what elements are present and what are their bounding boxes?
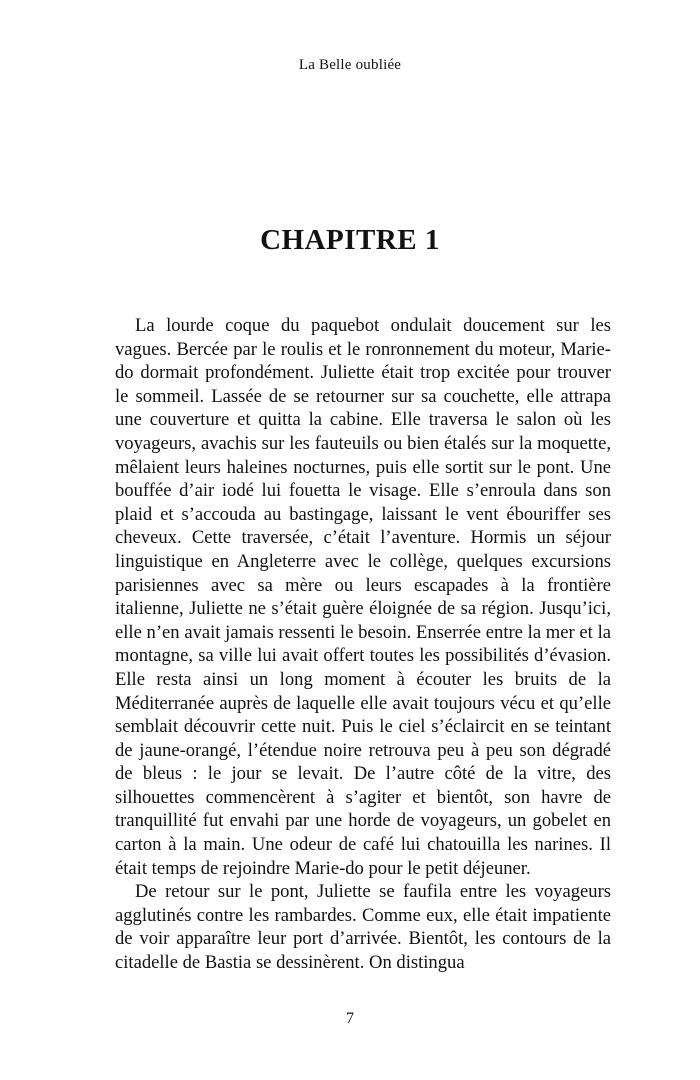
- paragraph: La lourde coque du paquebot ondulait doucement sur les vagues. Bercée par le roulis et le ronronnement du moteur, Marie-do dormait profondément. Juliette était trop excitée pour trouver le sommeil. Lassée de se retourner sur sa couchette, elle attrapa une couverture et quitta la cabine. Elle traversa le salon où les voyageurs, avachis sur les fauteuils ou bien étalés sur la moquette, mêlaient leurs haleines nocturnes, puis elle sortit sur le pont. Une bouffée d’air iodé lui fouetta le visage. Elle s’enroula dans son plaid et s’accouda au bastingage, laissant le vent ébouriffer ses cheveux. Cette traversée, c’était l’aventure. Hormis un séjour linguistique en Angleterre avec le collège, quelques excursions parisiennes avec sa mère ou leurs escapades à la frontière italienne, Juliette ne s’était guère éloignée de sa région. Jusqu’ici, elle n’en avait jamais ressenti le besoin. Enserrée entre la mer et la montagne, sa ville lui avait offert toutes les possibilités d’évasion. Elle resta ainsi un long moment à écouter les bruits de la Méditerranée auprès de laquelle elle avait toujours vécu et qu’elle semblait découvrir cette nuit. Puis le ciel s’éclaircit en se teintant de jaune-orangé, l’étendue noire retrouva peu à peu son dégradé de bleus : le jour se levait. De l’autre côté de la vitre, des silhouettes commencèrent à s’agiter et bientôt, son havre de tranquillité fut envahi par une horde de voyageurs, un gobelet en carton à la main. Une odeur de café lui chatouilla les narines. Il était temps de rejoindre Marie-do pour le petit déjeuner.: [115, 315, 611, 879]
- chapter-body: [115, 314, 611, 975]
- page-number: 7: [346, 1010, 354, 1027]
- chapter-title: CHAPITRE 1: [260, 224, 440, 256]
- running-header: La Belle oubliée: [298, 57, 402, 73]
- paragraph: De retour sur le pont, Juliette se faufila entre les voyageurs agglutinés contre les rambardes. Comme eux, elle était impatiente de voir apparaître leur port d’arrivée. Bientôt, les contours de la citadelle de Bastia se dessinèrent. On distingua: [115, 881, 611, 974]
